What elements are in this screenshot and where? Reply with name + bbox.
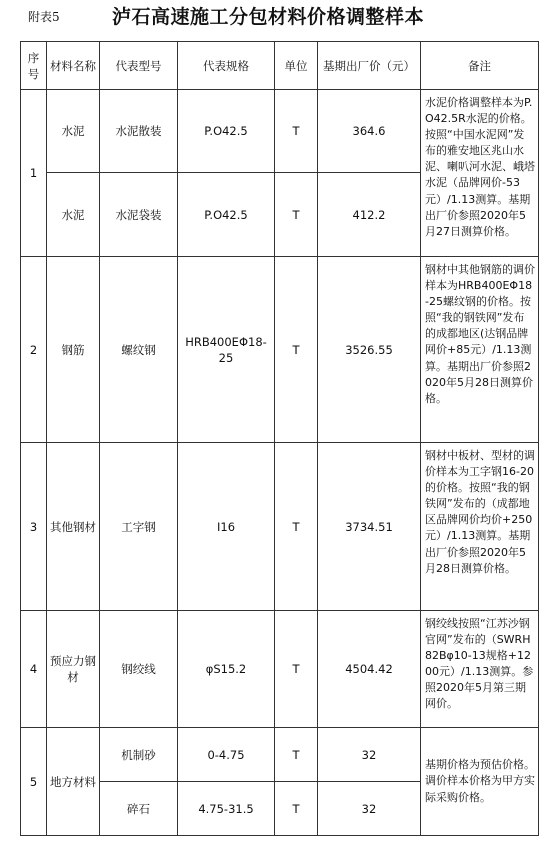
note-cell: 钢材中板材、型材的调价样本为工字钢16-20的价格。按照“我的钢铁网”发布的（成都地区品牌网价均价+250元）/1.13测算。基期出厂价参照2020年5月28日测算价格。 [421,443,539,611]
table-row [21,257,539,443]
col-header-note: 备注 [421,42,539,90]
note-cell: 水泥价格调整样本为P.O42.5R水泥的价格。按照“中国水泥网”发布的雅安地区兆山水泥、喇叭河水泥、峨塔水泥（品牌网价-53元）/1.13测算。基期出厂价参照2020年5月27日测算价格。 [421,90,539,257]
unit-cell: T [275,728,318,782]
spec-cell: P.O42.5 [178,90,275,173]
price-cell: 32 [318,728,421,782]
table-row [21,611,539,728]
row-number: 2 [21,257,47,443]
unit-cell: T [275,173,318,257]
price-cell: 364.6 [318,90,421,173]
attachment-label: 附表5 [28,10,60,24]
material-name: 钢筋 [47,257,100,443]
model-cell: 水泥袋装 [100,173,178,257]
price-cell: 3526.55 [318,257,421,443]
row-number: 4 [21,611,47,728]
note-cell: 钢绞线按照“江苏沙钢官网”发布的（SWRH82Bφ10-13规格+1200元）/1.13测算。参照2020年5月第三期网价。 [421,611,539,728]
table-row [21,443,539,611]
spec-cell: I16 [178,443,275,611]
spec-cell: HRB400EΦ18-25 [178,257,275,443]
col-header-name: 材料名称 [47,42,100,90]
spec-cell: 4.75-31.5 [178,782,275,836]
unit-cell: T [275,257,318,443]
model-cell: 螺纹钢 [100,257,178,443]
col-header-no: 序号 [21,42,47,90]
material-name: 其他钢材 [47,443,100,611]
price-cell: 3734.51 [318,443,421,611]
material-name: 地方材料 [47,728,100,836]
row-number: 5 [21,728,47,836]
model-cell: 钢绞线 [100,611,178,728]
col-header-price: 基期出厂价（元） [318,42,421,90]
model-cell: 工字钢 [100,443,178,611]
note-cell: 钢材中其他钢筋的调价样本为HRB400EΦ18-25螺纹钢的价格。按照“我的钢铁网”发布的成都地区(达钢品牌网价+85元）/1.13测算。基期出厂价参照2020年5月28日测算价格。 [421,257,539,443]
unit-cell: T [275,611,318,728]
page-title: 泸石高速施工分包材料价格调整样本 [112,6,425,28]
table-row [21,90,539,173]
col-header-unit: 单位 [275,42,318,90]
spec-cell: φS15.2 [178,611,275,728]
spec-cell: 0-4.75 [178,728,275,782]
material-name: 预应力钢材 [47,611,100,728]
spec-cell: P.O42.5 [178,173,275,257]
model-cell: 机制砂 [100,728,178,782]
unit-cell: T [275,90,318,173]
col-header-model: 代表型号 [100,42,178,90]
price-cell: 412.2 [318,173,421,257]
price-cell: 4504.42 [318,611,421,728]
model-cell: 碎石 [100,782,178,836]
note-cell: 基期价格为预估价格。调价样本价格为甲方实际采购价格。 [421,728,539,836]
table-row [21,728,539,782]
material-name: 水泥 [47,173,100,257]
row-number: 1 [21,90,47,257]
row-number: 3 [21,443,47,611]
price-cell: 32 [318,782,421,836]
unit-cell: T [275,443,318,611]
material-name: 水泥 [47,90,100,173]
col-header-spec: 代表规格 [178,42,275,90]
table-header-row [21,42,539,90]
unit-cell: T [275,782,318,836]
model-cell: 水泥散装 [100,90,178,173]
price-adjustment-table [20,41,539,836]
